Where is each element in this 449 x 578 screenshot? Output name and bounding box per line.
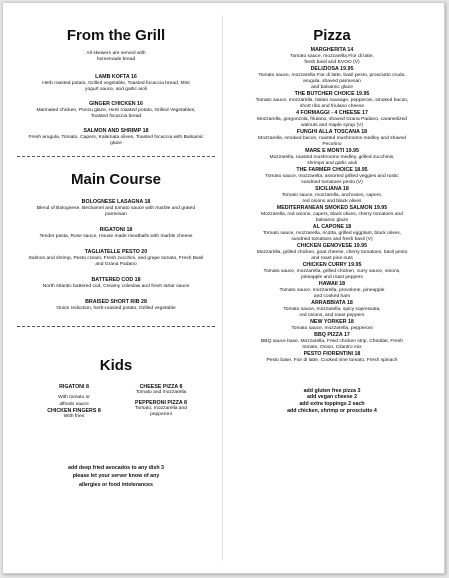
menu-item-desc: Fresh arugula, Tomato, Capers, Kalamata olives, Toasted focaccia with Balsamic	[28, 135, 204, 140]
pizza-item-desc: Tomato sauce, mozzarella Fior di latte,	[290, 53, 374, 59]
pizza-item-desc: red onions, and roast peppers	[299, 313, 365, 318]
menu-item-desc: and Grana Padano	[95, 262, 137, 267]
menu-item-name: RIGATONI 8	[59, 383, 89, 390]
pizza-item-desc: Pesto base, Fior di latte, Cooked vine tomato, Fresh spinach	[266, 357, 398, 363]
kids-title: Kids	[99, 356, 133, 374]
pizza-item-desc: Tomato sauce, mozzarella, pepperoni	[291, 325, 373, 331]
pizza-addon: add chicken, shrimp or prosciutto 4	[287, 407, 377, 414]
pizza-item-desc: Mozzarella, red onions, capers, black olives, cherry tomatoes and	[261, 211, 403, 217]
pizza-item-desc: shrimps and garlic aioli	[307, 161, 357, 166]
menu-item-desc: Toasted focaccia bread	[90, 114, 142, 120]
pizza-item-desc: Mozzarella, gorgonzola, friulano, shaved Grana Padano, caramelized	[256, 116, 408, 122]
kids-note: please let your server know of any	[72, 473, 160, 480]
main-course-title: Main Course	[70, 171, 161, 189]
menu-item-name: GINGER CHICKEN 16	[89, 101, 143, 108]
pizza-item-name: CHICKEN GENOVESE 19.95	[296, 243, 368, 250]
menu-item-name: SALMON AND SHRIMP 18	[83, 128, 149, 135]
pizza-item-name: NEW YORKER 18	[310, 319, 354, 326]
menu-item-desc: alfredo sauce	[59, 401, 89, 407]
menu-item-name: CHICKEN FINGERS 8	[47, 407, 101, 414]
menu-item-desc: parmesan	[105, 212, 127, 218]
pizza-item-name: AL CAPONE 18	[312, 224, 352, 231]
pizza-item-name: THE FARMER CHOICE 18.95	[296, 167, 368, 174]
pizza-item-name: CHICKEN CURRY 19.95	[302, 262, 362, 269]
pizza-item-desc: Mozzarella, roasted mushrooms medley, grilled zucchinis,	[269, 154, 395, 160]
menu-item-desc: With tomato or	[58, 395, 90, 401]
menu-item-desc: Tomato and mozzarella	[135, 390, 187, 396]
pizza-item-desc: and balsamic glaze	[311, 85, 353, 90]
pizza-item-name: MARGHERITA 14	[310, 47, 354, 53]
menu-item-desc: Tomato, mozzarella and	[135, 406, 187, 412]
pizza-item-desc: short ribs and friulano cheese	[299, 104, 365, 109]
pizza-item-desc: and roast pine nuts	[311, 256, 353, 261]
pizza-item-desc: sundried tomatoes and fresh basil (V)	[291, 237, 373, 242]
menu-item-desc: North Atlantic battered cod, Creamy coleslaw and fresh tartar sauce	[42, 283, 190, 289]
kids-right-column	[121, 384, 201, 419]
menu-item-desc: Salmon and shrimp, Pesto cream, Fresh zucchini, and grape tomato, Fresh Basil	[28, 255, 204, 261]
pizza-title: Pizza	[313, 27, 351, 44]
pizza-item-name: MARE E MONTI 19.95	[305, 148, 359, 155]
pizza-item-desc: Tomato sauce, mozzarella Fior di latte, basil pesto, prosciutto crudo,	[258, 72, 406, 78]
pizza-addon: add vegan cheese 2	[306, 394, 358, 401]
left-column	[17, 3, 215, 489]
kids-note: add deep fried avocados to any dish 3	[68, 464, 164, 471]
pizza-item-desc: Tomato sauce, mozzarella, ricotta, grilled eggplant, black olives,	[262, 230, 402, 236]
pizza-item-desc: balsamic glaze	[315, 218, 349, 223]
pizza-item-desc: Tomato sauce, mozzarella, spicy sopressata,	[283, 306, 381, 312]
pizza-item-desc: arugula, shaved parmesan	[303, 78, 361, 84]
pizza-item-desc: walnuts and maple syrup (V)	[301, 123, 363, 128]
menu-item-desc: With fries	[63, 414, 85, 420]
pizza-item-name: FUNGHI ALLA TOSCANA 18	[296, 129, 368, 136]
menu-item-name: PEPPERONI PIZZA 8	[135, 399, 187, 406]
pizza-item-name: THE BUTCHER CHOICE 19.95	[294, 91, 370, 98]
menu-item-desc: yogurt sauce, and garlic aioli	[85, 87, 147, 93]
grill-intro-line: All skewers are served with	[86, 51, 146, 56]
menu-item-desc: pepperoni	[150, 412, 172, 418]
pizza-addon: add extra toppings 2 each	[299, 400, 365, 407]
menu-item-name: RIGATONI 18	[99, 227, 133, 234]
menu-item-name: CHEESE PIZZA 8	[139, 383, 183, 390]
pizza-item-desc: Mozzarella, grilled chicken, goat cheese, cherry tomatoes, basil pesto	[256, 249, 408, 255]
grill-title: From the Grill	[66, 27, 166, 44]
menu-item-name: LAMB KOFTA 16	[95, 74, 137, 81]
menu-item-desc: Herb roasted potato, Grilled vegetable, Toasted focaccia bread, Mint	[42, 81, 190, 86]
pizza-item-name: 4 FORMAGGI - 4 CHEESE 17	[296, 110, 368, 117]
pizza-item-desc: Mozzarella, smoked bacon, roasted mushrooms medley and shaved	[258, 135, 406, 141]
pizza-item-desc: and cooked ham	[313, 294, 351, 299]
pizza-item-desc: Pecorino	[322, 142, 342, 147]
pizza-item-name: ARRABBIATA 18	[311, 300, 353, 307]
pizza-item-name: SICILIANA 18	[315, 186, 349, 193]
pizza-item-desc: sundried tomatoes pesto (V)	[301, 180, 363, 185]
pizza-addon: add gluten free pizza 3	[303, 387, 361, 394]
menu-item-desc: Tender pasta, Rose sauce, House made meatballs with marble cheese	[39, 234, 193, 239]
pizza-item-name: HAWAII 18	[318, 281, 346, 288]
menu-item-desc: glaze	[110, 141, 122, 147]
pizza-item-name: DELIZIOSA 19.95	[310, 66, 354, 72]
menu-page	[2, 2, 445, 574]
pizza-item-desc: Tomato sauce, mozzarella, anchovies, capers,	[281, 192, 383, 198]
pizza-item-desc: fresh basil and EVOO (V)	[304, 59, 360, 65]
menu-item-name: TAGLIATELLE PESTO 20	[84, 249, 148, 256]
pizza-item-desc: red onions and black olives	[302, 199, 362, 204]
pizza-list	[229, 47, 435, 364]
column-separator	[222, 15, 223, 561]
kids-items	[17, 384, 215, 454]
pizza-item-desc: Tomato sauce, mozzarella, assorted grilled veggies and rustic	[265, 173, 399, 179]
kids-left-column	[39, 384, 109, 421]
pizza-item-desc: tomato, Onion, Cilantro mix	[302, 344, 362, 350]
pizza-item-desc: Tomato sauce, mozzarella, grilled chicken, curry sauce, onions,	[263, 268, 401, 274]
right-column	[229, 3, 435, 414]
pizza-item-name: MEDITERRANEAN SMOKED SALMON 19.95	[276, 205, 388, 212]
menu-item-desc: Onion reduction, herb-roasted potato, Grilled vegetable	[56, 305, 176, 311]
kids-note: allergies or food intolerances	[79, 481, 153, 488]
pizza-item-desc: Tomato sauce, mozzarella, Italian sausage, pepperoni, smoked bacon,	[255, 97, 409, 103]
menu-item-name: BOLOGNESE LASAGNA 18	[81, 199, 151, 206]
pizza-item-name: BBQ PIZZA 17	[314, 332, 350, 338]
pizza-item-desc: BBQ sauce base, Mozzarella, Fried chicken strip, Cheddar, Fresh	[261, 338, 403, 344]
menu-item-desc: Marinated chicken, Ponzu glaze, Herb roasted potato, Grilled Vegetables,	[36, 108, 196, 113]
menu-item-name: BRAISED SHORT RIB 28	[85, 299, 147, 305]
pizza-item-desc: Tomato sauce, mozzarella, provolone, pineapple	[279, 287, 385, 293]
grill-intro-line: homemade bread	[96, 57, 136, 63]
menu-item-desc: Blend of Bolognese, Bechamel and tomato sauce with marble and grated	[36, 206, 196, 211]
menu-item-name: BATTERED COD 18	[91, 277, 141, 284]
pizza-item-name: PESTO FIORENTINI 18	[303, 351, 361, 357]
pizza-item-desc: pineapple and roast peppers	[301, 275, 363, 280]
